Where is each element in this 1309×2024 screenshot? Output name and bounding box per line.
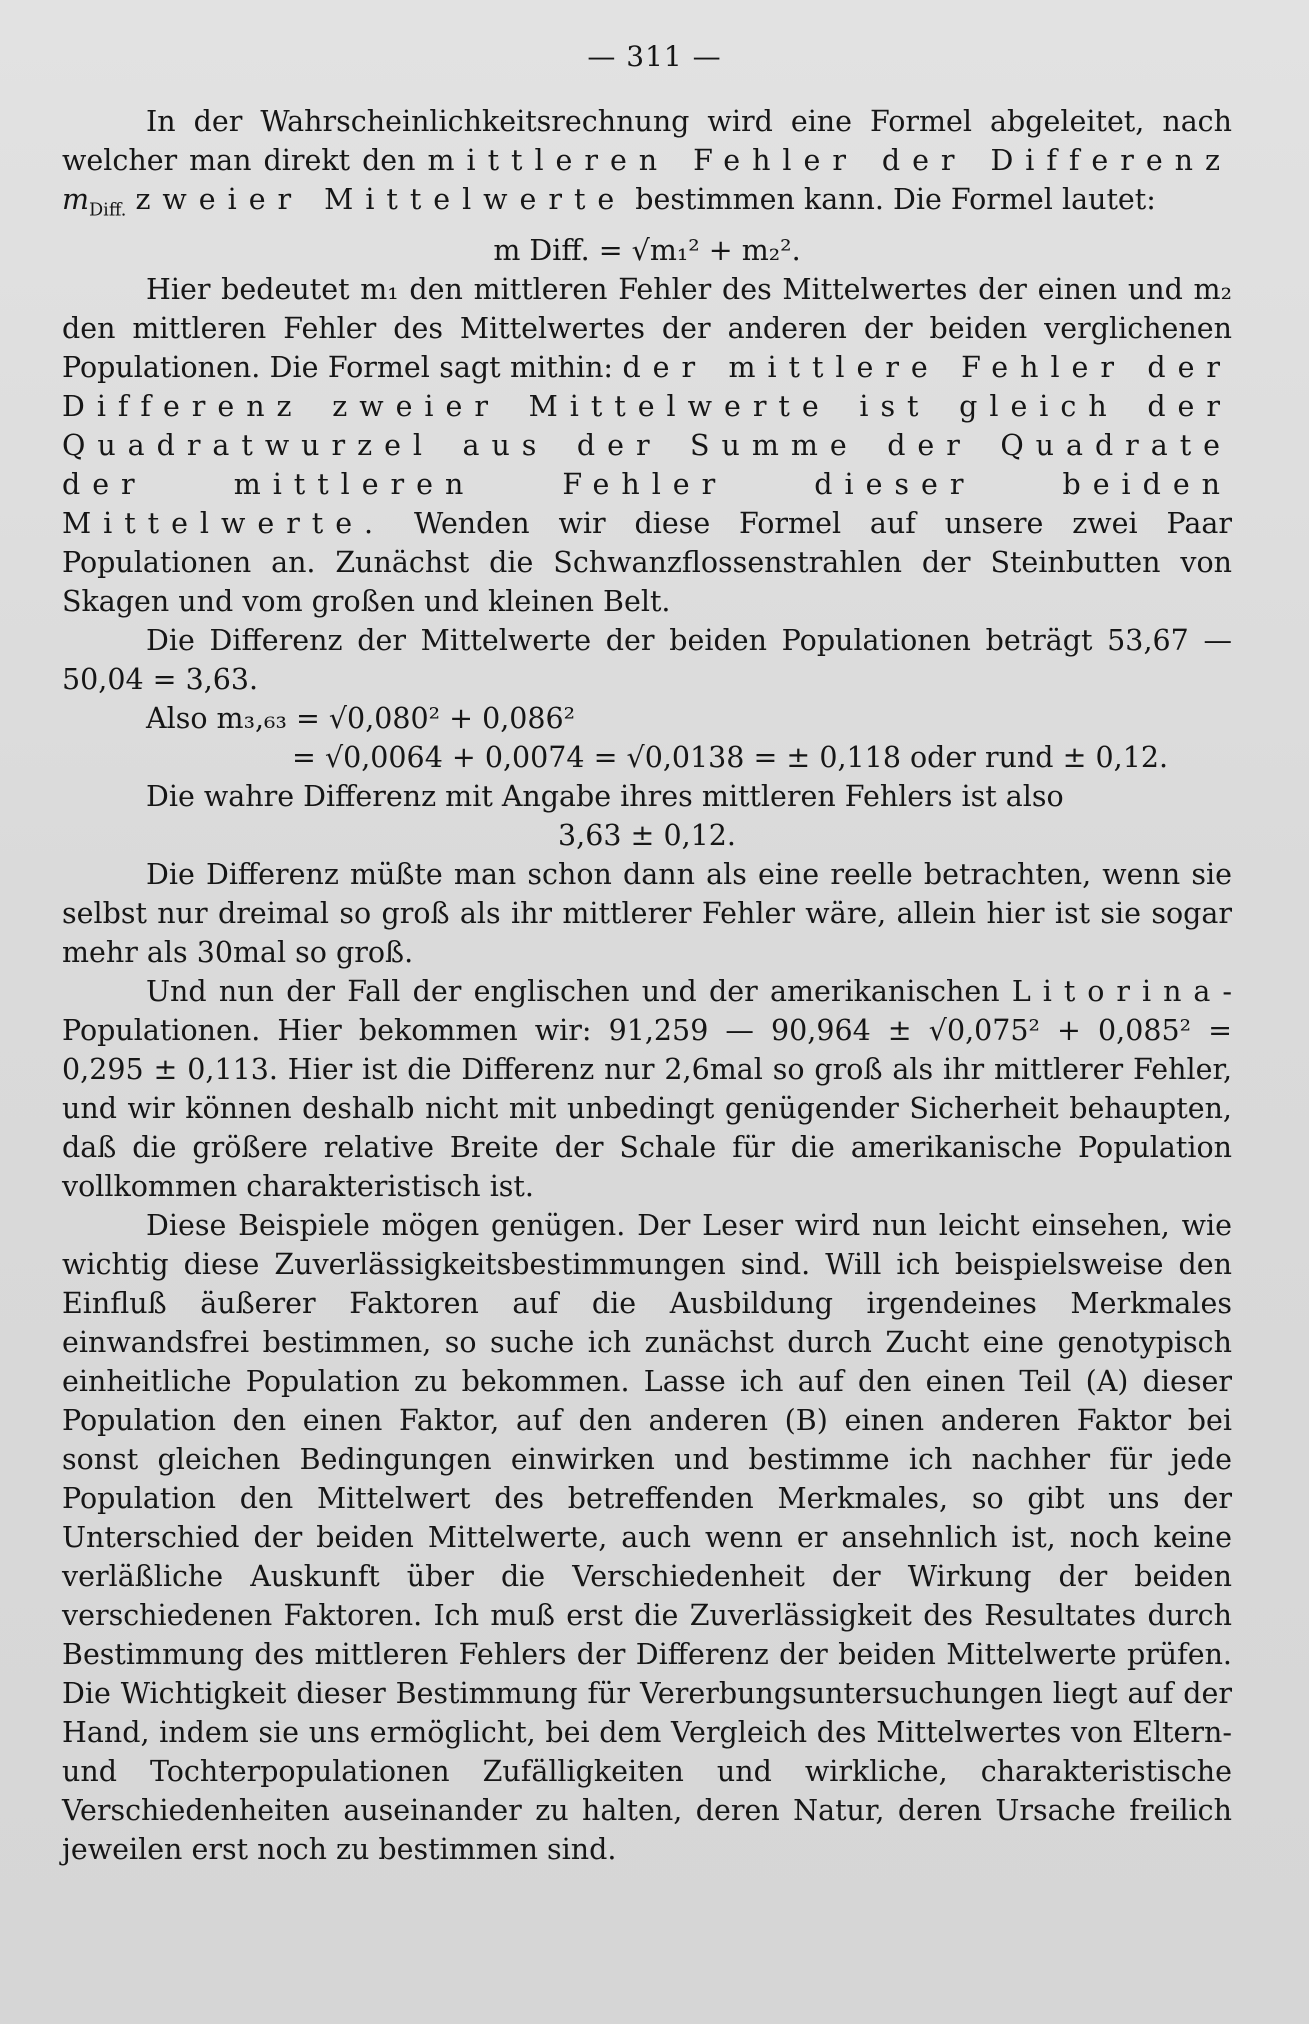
formula-diff: m Diff. = √m₁² + m₂². xyxy=(493,233,801,267)
para1-text-end: bestimmen kann. Die Formel lautet: xyxy=(635,183,1156,216)
paragraph-7: Diese Beispiele mögen genügen. Der Leser wird nun leicht einsehen, wie wichtig diese Zuverlässigkeitsbestimmungen sind. Will ich beispielsweise den Einfluß äußerer Faktoren auf die Ausbildung irgendeines Merkmales einwandsfrei bestimmen, so suche ich zunächst durch Zucht eine genotypisch einheitliche Population zu bekommen. Lasse ich auf den einen Teil (A) dieser Population den einen Faktor, auf den anderen (B) einen anderen Faktor bei sonst gleichen Bedingungen einwirken und bestimme ich nachher für jede Population den Mittelwert des betreffenden Merkmales, so gibt uns der Unterschied der beiden Mittelwerte, auch wenn er ansehnlich ist, noch keine verläßliche Auskunft über die Verschiedenheit der Wirkung der beiden verschiedenen Faktoren. Ich muß erst die Zuverlässigkeit des Resultates durch Bestimmung des mittleren Fehlers der Differenz der beiden Mittelwerte prüfen. Die Wichtigkeit dieser Bestimmung für Vererbungsuntersuchungen liegt auf der Hand, indem sie uns ermöglicht, bei dem Vergleich des Mittelwertes von Eltern- und Tochterpopulationen Zufälligkeiten und wirkliche, charakteristische Verschiedenheiten auseinander zu halten, deren Natur, deren Ursache freilich jeweilen erst noch zu bestimmen sind. xyxy=(62,1208,1232,1866)
para6-text: Und nun der Fall der englischen und der amerikanischen xyxy=(146,974,1000,1008)
para6-text-end: -Populationen. Hier bekommen wir: 91,259 — 90,964 ± √0,075² + 0,085² = 0,295 ± 0,113. Hier ist die Differenz nur 2,6mal so groß als ihr mittlerer Fehler, und wir können deshalb nicht mit unbedingt genügender Sicherheit behaupten, daß die größere relative Breite der Schale für die amerikanische Population vollkommen charakteristisch ist. xyxy=(62,974,1232,1203)
para1-text: In der Wahrscheinlichkeitsrechnung wird eine Formel abgeleitet, nach welcher man direkt den xyxy=(62,105,1232,177)
formula-also: Also m₃,₆₃ = √0,080² + 0,086² xyxy=(146,701,576,735)
paragraph-4: Die wahre Differenz mit Angabe ihres mittleren Fehlers ist also xyxy=(146,779,1064,813)
paragraph-5: Die Differenz müßte man schon dann als eine reelle betrachten, wenn sie selbst nur dreimal so groß als ihr mittlerer Fehler wäre, allein hier ist sie sogar mehr als 30mal so groß. xyxy=(62,857,1232,969)
page-number: — 311 — xyxy=(587,40,722,73)
paragraph-2 xyxy=(62,270,1232,621)
paragraph-3: Die Differenz der Mittelwerte der beiden Populationen beträgt 53,67 — 50,04 = 3,63. xyxy=(62,623,1232,696)
spaced-emphasis: Litorina xyxy=(1011,974,1223,1008)
paragraph-1 xyxy=(62,102,1232,231)
paragraph-6 xyxy=(62,972,1232,1206)
formula-final: 3,63 ± 0,12. xyxy=(558,818,736,852)
para2-text-end: Wenden wir diese Formel auf unsere zwei Paar Populationen an. Zunächst die Schwanzflossenstrahlen der Steinbutten von Skagen und vom großen und kleinen Belt. xyxy=(62,506,1232,618)
page-body xyxy=(62,102,1232,1869)
math-var: m xyxy=(62,183,90,216)
math-subscript: Diff. xyxy=(89,200,127,221)
spaced-emphasis: mittleren Fehler der Differenz xyxy=(427,144,1232,177)
spaced-emphasis: zweier Mittelwerte xyxy=(135,183,627,216)
formula-result: = √0,0064 + 0,0074 = √0,0138 = ± 0,118 oder rund ± 0,12. xyxy=(292,740,1169,774)
spaced-emphasis: der mittlere Fehler der Differenz zweier Mittelwerte ist gleich der Quadratwurzel aus der Summe der Quadrate der mittleren Fehler dieser beiden Mittelwerte. xyxy=(62,350,1233,540)
para2-text: Hier bedeutet m₁ den mittleren Fehler des Mittelwertes der einen und m₂ den mittleren Fehler des Mittelwertes der anderen der beiden verglichenen Populationen. Die Formel sagt mithin: xyxy=(62,272,1232,384)
